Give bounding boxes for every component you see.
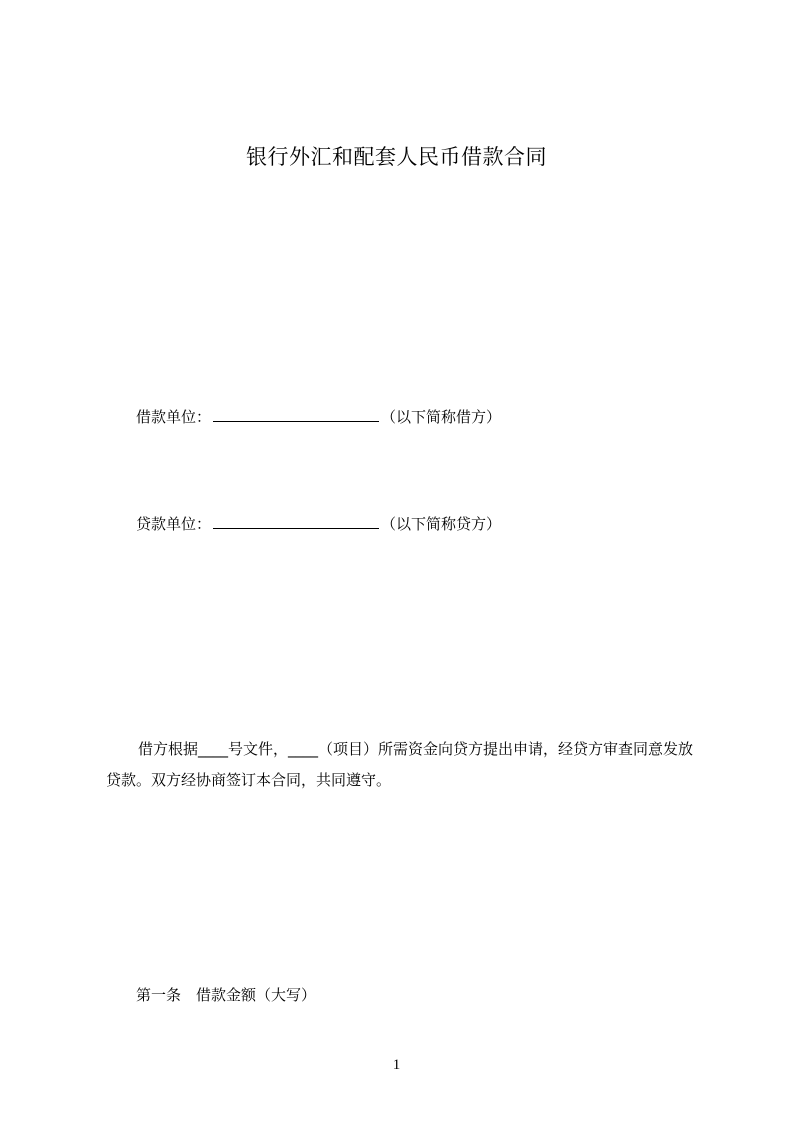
borrower-label: 借款单位： — [136, 408, 212, 426]
lender-suffix: （以下简称贷方） — [381, 515, 502, 533]
lender-label: 贷款单位： — [136, 515, 212, 533]
borrower-field-row — [136, 405, 501, 428]
article-1-heading: 第一条 借款金额（大写） — [136, 986, 317, 1004]
document-title: 银行外汇和配套人民币借款合同 — [246, 145, 547, 169]
borrower-blank[interactable] — [213, 405, 379, 422]
lender-field-row — [136, 512, 501, 535]
borrower-suffix: （以下简称借方） — [381, 408, 502, 426]
page-number: 1 — [392, 1057, 401, 1073]
lender-blank[interactable] — [213, 512, 379, 529]
body-paragraph: 借方根据____号文件，____（项目）所需资金向贷方提出申请，经贷方审查同意发放贷款。双方经协商签订本合同，共同遵守。 — [106, 740, 694, 789]
